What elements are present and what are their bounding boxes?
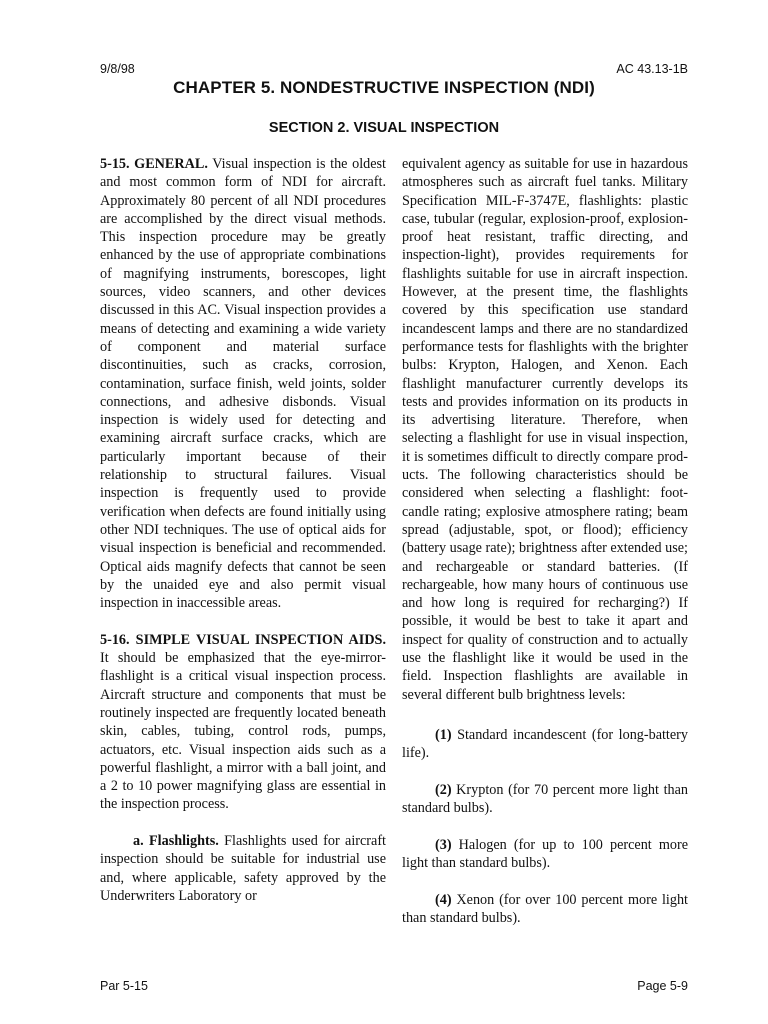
paragraph-5-15-text: Visual inspection is the oldest and most common form of NDI for aircraft. Approximately 80 percent of all NDI procedures are accomplished by the direct visual methods. This inspection procedure may be greatly enhanced by the use of appropriate combinations of magnifying instruments, borescopes, light sources, video scanners, and other devices discussed in this AC. Visual inspection provides a means of detecting and examining a wide variety of component and material surface discontinuities, such as cracks, corrosion, contamination, surface finish, weld joints, solder connections, and adhesive disbonds. Visual inspection is widely used for detecting and examining aircraft surface cracks, which are particularly important because of their relationship to structural failures. Visual inspection is frequently used to provide verification when defects are found initially using other NDI techniques. The use of optical aids for visual inspection is beneficial and recommended. Optical aids magnify defects that cannot be seen by the unaided eye and also permit visual inspection in inaccessible areas. — [100, 156, 387, 612]
header-date: 9/8/98 — [100, 62, 135, 76]
list-item-number: (1) — [435, 726, 452, 743]
paragraph-flashlights-continued: equivalent agency as suitable for use in hazardous atmospheres such as aircraft fuel tanks. Military Specification MIL-F-3747E, flashlights: plastic case, tubular (regular, explosion-proof, explosion-proof heat resistant, traffic directing, and inspection-light), provides requirements for flashlights suitable for use in aircraft inspection. However, at the present time, the flashlights covered by this specification use standard incandescent lamps and there are no standardized performance tests for flashlights with the brighter bulbs: Krypton, Halogen, and Xenon. Each flashlight manufacturer currently develops its tests and provides information on its products in its advertising literature. Therefore, when selecting a flashlight for use in visual inspection, it is sometimes difficult to directly compare products. The following characteristics should be considered when selecting a flashlight: foot-candle rating; explosive atmosphere rating; beam spread (adjustable, spot, or flood); efficiency (battery usage rate); brightness after extended use; and rechargeable or standard batteries. (If rechargeable, how many hours of continuous use and how long is required for recharging?) If possible, it would be best to take it apart and inspect for quality of construction and to actually use the flashlight like it would be used in the field. Inspection flashlights are available in several different bulb brightness levels: — [402, 156, 688, 703]
paragraph-5-16-heading: 5-16. SIMPLE VISUAL INSPECTION AIDS. — [100, 631, 386, 648]
list-item-xenon — [402, 891, 688, 928]
header-doc-id: AC 43.13-1B — [616, 62, 688, 76]
chapter-title: CHAPTER 5. NONDESTRUCTIVE INSPECTION (NDI) — [173, 78, 595, 97]
paragraph-flashlights-heading: a. Flashlights. — [133, 832, 219, 849]
paragraph-5-15 — [100, 155, 386, 612]
list-item-number: (3) — [435, 836, 452, 853]
paragraph-5-15-heading: 5-15. GENERAL. — [100, 156, 208, 172]
section-title: SECTION 2. VISUAL INSPECTION — [268, 120, 500, 136]
footer-page-number: Page 5-9 — [637, 979, 688, 993]
list-item-krypton — [402, 781, 688, 818]
paragraph-5-16-text: It should be emphasized that the eye-mirror-flashlight is a critical visual inspection process. Aircraft structure and components that must be routinely inspected are frequently located beneath skin, cables, tubing, control rods, pumps, actuators, etc. Visual inspection aids such as a powerful flashlight, a mirror with a ball joint, and a 2 to 10 power magnifying glass are essential in the inspection process. — [100, 650, 386, 813]
paragraph-flashlights — [100, 832, 386, 905]
list-item-standard-incandescent — [402, 726, 688, 763]
footer-paragraph-ref: Par 5-15 — [100, 979, 148, 993]
list-item-text: Xenon (for over 100 percent more light than standard bulbs). — [402, 891, 688, 926]
list-item-text: Halogen (for up to 100 percent more light than standard bulbs). — [402, 836, 688, 871]
list-item-halogen — [402, 836, 688, 873]
list-item-number: (2) — [435, 781, 452, 798]
paragraph-flashlights-text: Flashlights used for aircraft inspection should be suitable for industrial use and, where applicable, safety approved by the Underwriters Laboratory or — [100, 832, 386, 904]
list-item-text: Standard incandescent (for long-battery life). — [402, 726, 688, 762]
paragraph-5-16 — [100, 631, 386, 814]
list-item-number: (4) — [435, 891, 452, 908]
list-item-text: Krypton (for 70 percent more light than standard bulbs). — [402, 781, 688, 817]
right-column — [402, 155, 688, 927]
left-column — [100, 155, 386, 905]
